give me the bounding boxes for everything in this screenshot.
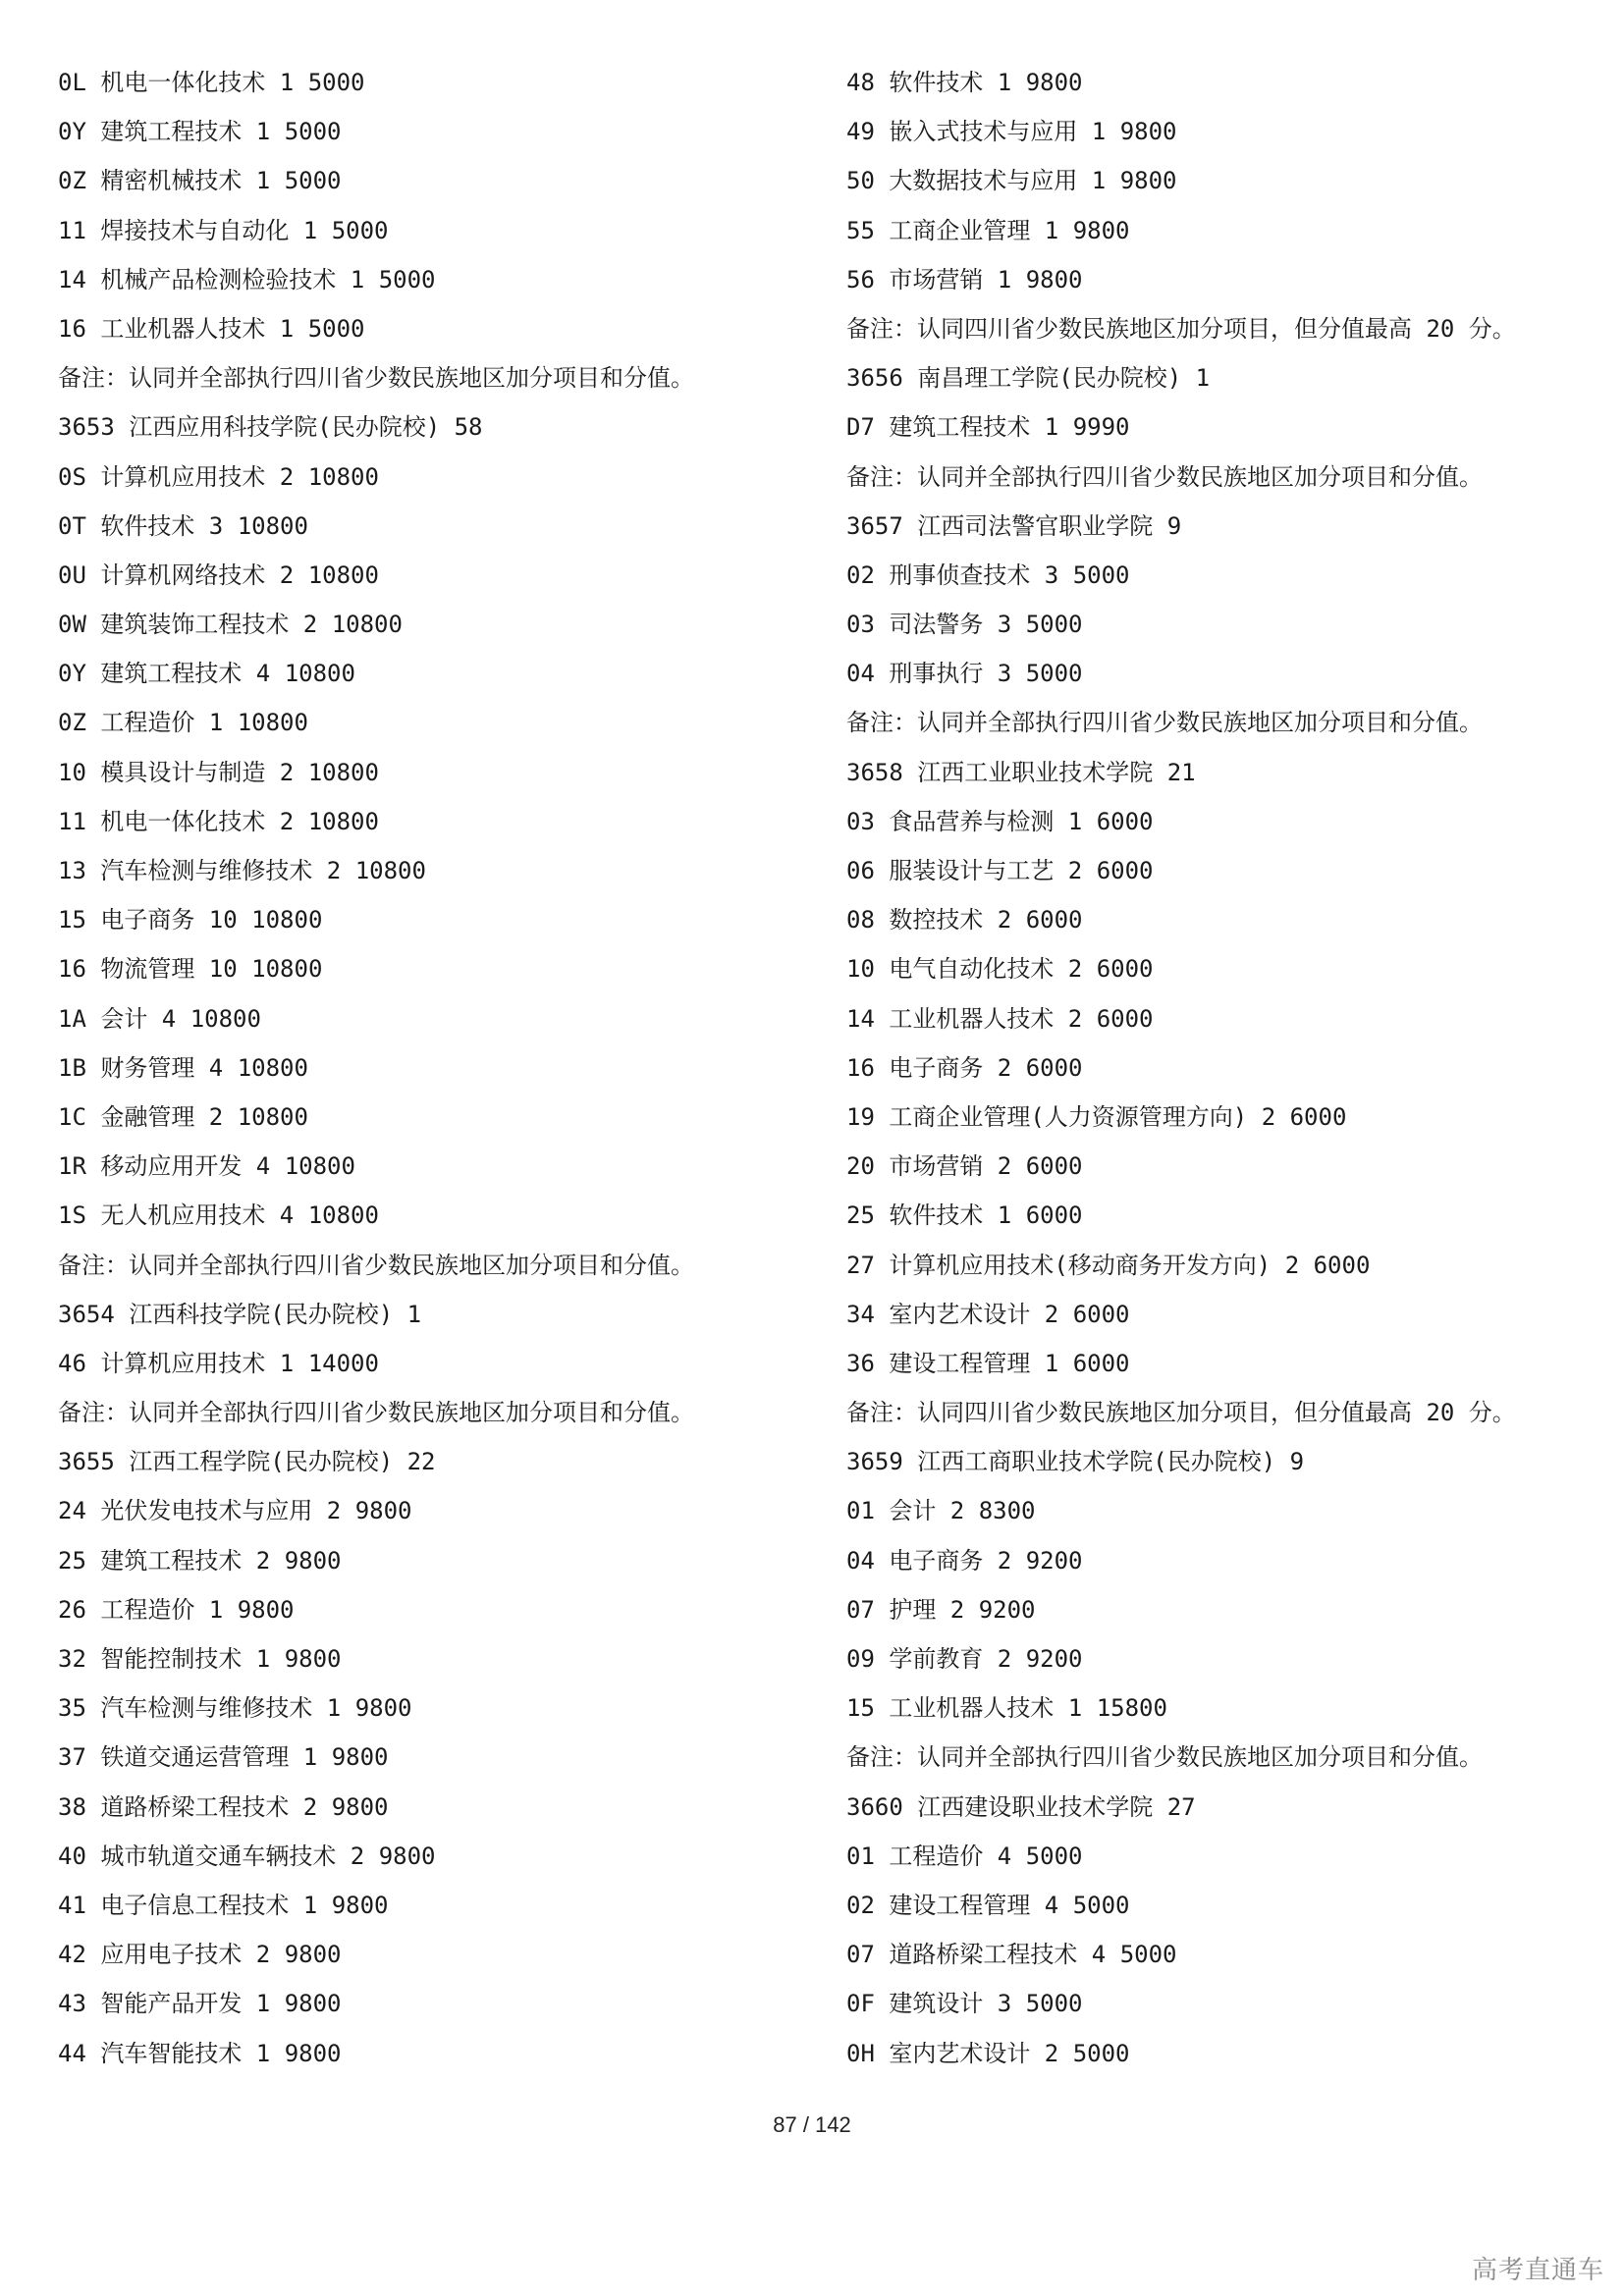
text-line: 36 建设工程管理 1 6000 [846, 1349, 1130, 1377]
text-line: 16 物流管理 10 10800 [58, 955, 323, 984]
text-line: 备注：认同并全部执行四川省少数民族地区加分项目和分值。 [846, 462, 1483, 491]
text-line: 13 汽车检测与维修技术 2 10800 [58, 857, 426, 884]
text-line: 0Y 建筑工程技术 1 5000 [58, 118, 342, 146]
text-line: 25 软件技术 1 6000 [846, 1201, 1083, 1230]
text-line: 37 铁道交通运营管理 1 9800 [58, 1743, 389, 1772]
text-line: 0F 建筑设计 3 5000 [846, 1990, 1083, 2018]
text-line: D7 建筑工程技术 1 9990 [846, 413, 1130, 442]
text-line: 04 电子商务 2 9200 [846, 1546, 1083, 1575]
text-line: 3654 江西科技学院(民办院校) 1 [58, 1300, 422, 1328]
text-line: 备注：认同四川省少数民族地区加分项目，但分值最高 20 分。 [846, 1399, 1516, 1427]
text-line: 1B 财务管理 4 10800 [58, 1053, 308, 1082]
text-line: 19 工商企业管理(人力资源管理方向) 2 6000 [846, 1102, 1347, 1131]
text-line: 11 焊接技术与自动化 1 5000 [58, 216, 389, 244]
text-line: 备注：认同并全部执行四川省少数民族地区加分项目和分值。 [846, 1743, 1483, 1772]
text-line: 50 大数据技术与应用 1 9800 [846, 167, 1177, 195]
left-column [58, 65, 814, 2085]
right-column [846, 65, 1612, 2085]
text-line: 09 学前教育 2 9200 [846, 1645, 1083, 1673]
text-line: 32 智能控制技术 1 9800 [58, 1645, 342, 1673]
text-line: 35 汽车检测与维修技术 1 9800 [58, 1694, 412, 1723]
text-line: 48 软件技术 1 9800 [846, 69, 1083, 96]
text-line: 0W 建筑装饰工程技术 2 10800 [58, 611, 403, 639]
text-line: 10 模具设计与制造 2 10800 [58, 758, 379, 786]
text-line: 16 工业机器人技术 1 5000 [58, 314, 365, 343]
text-line: 0U 计算机网络技术 2 10800 [58, 561, 379, 589]
text-line: 0H 室内艺术设计 2 5000 [846, 2039, 1130, 2067]
text-line: 3655 江西工程学院(民办院校) 22 [58, 1448, 436, 1476]
text-line: 42 应用电子技术 2 9800 [58, 1941, 342, 1969]
text-line: 07 护理 2 9200 [846, 1595, 1036, 1624]
text-line: 0Z 工程造价 1 10800 [58, 709, 308, 737]
text-line: 27 计算机应用技术(移动商务开发方向) 2 6000 [846, 1251, 1371, 1279]
text-line: 08 数控技术 2 6000 [846, 906, 1083, 934]
text-line: 备注：认同并全部执行四川省少数民族地区加分项目和分值。 [846, 709, 1483, 737]
text-line: 3660 江西建设职业技术学院 27 [846, 1792, 1196, 1821]
text-line: 0S 计算机应用技术 2 10800 [58, 462, 379, 491]
text-line: 14 机械产品检测检验技术 1 5000 [58, 265, 436, 294]
text-line: 06 服装设计与工艺 2 6000 [846, 857, 1154, 884]
text-line: 01 会计 2 8300 [846, 1497, 1036, 1525]
text-line: 0T 软件技术 3 10800 [58, 511, 308, 540]
text-line: 0L 机电一体化技术 1 5000 [58, 69, 365, 96]
text-line: 44 汽车智能技术 1 9800 [58, 2039, 342, 2067]
text-line: 0Y 建筑工程技术 4 10800 [58, 660, 355, 688]
text-line: 41 电子信息工程技术 1 9800 [58, 1891, 389, 1919]
text-line: 01 工程造价 4 5000 [846, 1842, 1083, 1870]
text-line: 43 智能产品开发 1 9800 [58, 1990, 342, 2018]
text-line: 46 计算机应用技术 1 14000 [58, 1349, 379, 1377]
text-line: 10 电气自动化技术 2 6000 [846, 955, 1154, 984]
text-line: 备注：认同并全部执行四川省少数民族地区加分项目和分值。 [58, 364, 694, 393]
text-line: 24 光伏发电技术与应用 2 9800 [58, 1497, 412, 1525]
text-line: 3657 江西司法警官职业学院 9 [846, 511, 1182, 540]
text-line: 3656 南昌理工学院(民办院校) 1 [846, 364, 1211, 393]
text-line: 3658 江西工业职业技术学院 21 [846, 758, 1196, 786]
text-line: 49 嵌入式技术与应用 1 9800 [846, 118, 1177, 146]
text-line: 1S 无人机应用技术 4 10800 [58, 1201, 379, 1230]
text-line: 26 工程造价 1 9800 [58, 1595, 295, 1624]
text-line: 40 城市轨道交通车辆技术 2 9800 [58, 1842, 436, 1870]
text-line: 0Z 精密机械技术 1 5000 [58, 167, 342, 195]
text-line: 56 市场营销 1 9800 [846, 265, 1083, 294]
text-line: 1R 移动应用开发 4 10800 [58, 1152, 355, 1181]
text-line: 07 道路桥梁工程技术 4 5000 [846, 1941, 1177, 1969]
text-line: 02 建设工程管理 4 5000 [846, 1891, 1130, 1919]
watermark-text: 高考直通车 [1471, 2256, 1604, 2285]
text-line: 3653 江西应用科技学院(民办院校) 58 [58, 413, 483, 442]
text-line: 03 司法警务 3 5000 [846, 611, 1083, 639]
text-line: 04 刑事执行 3 5000 [846, 660, 1083, 688]
text-line: 1A 会计 4 10800 [58, 1004, 261, 1033]
text-line: 20 市场营销 2 6000 [846, 1152, 1083, 1181]
text-line: 38 道路桥梁工程技术 2 9800 [58, 1792, 389, 1821]
text-line: 02 刑事侦查技术 3 5000 [846, 561, 1130, 589]
text-line: 16 电子商务 2 6000 [846, 1053, 1083, 1082]
text-line: 34 室内艺术设计 2 6000 [846, 1300, 1130, 1328]
text-line: 11 机电一体化技术 2 10800 [58, 807, 379, 835]
text-line: 15 电子商务 10 10800 [58, 906, 323, 934]
text-line: 备注：认同四川省少数民族地区加分项目，但分值最高 20 分。 [846, 314, 1516, 343]
text-line: 55 工商企业管理 1 9800 [846, 216, 1130, 244]
text-line: 15 工业机器人技术 1 15800 [846, 1694, 1167, 1723]
page-number: 87 / 142 [773, 2112, 851, 2137]
text-line: 1C 金融管理 2 10800 [58, 1102, 308, 1131]
text-line: 25 建筑工程技术 2 9800 [58, 1546, 342, 1575]
text-line: 备注：认同并全部执行四川省少数民族地区加分项目和分值。 [58, 1251, 694, 1279]
text-line: 14 工业机器人技术 2 6000 [846, 1004, 1154, 1033]
text-line: 03 食品营养与检测 1 6000 [846, 807, 1154, 835]
text-line: 3659 江西工商职业技术学院(民办院校) 9 [846, 1448, 1305, 1476]
text-line: 备注：认同并全部执行四川省少数民族地区加分项目和分值。 [58, 1399, 694, 1427]
